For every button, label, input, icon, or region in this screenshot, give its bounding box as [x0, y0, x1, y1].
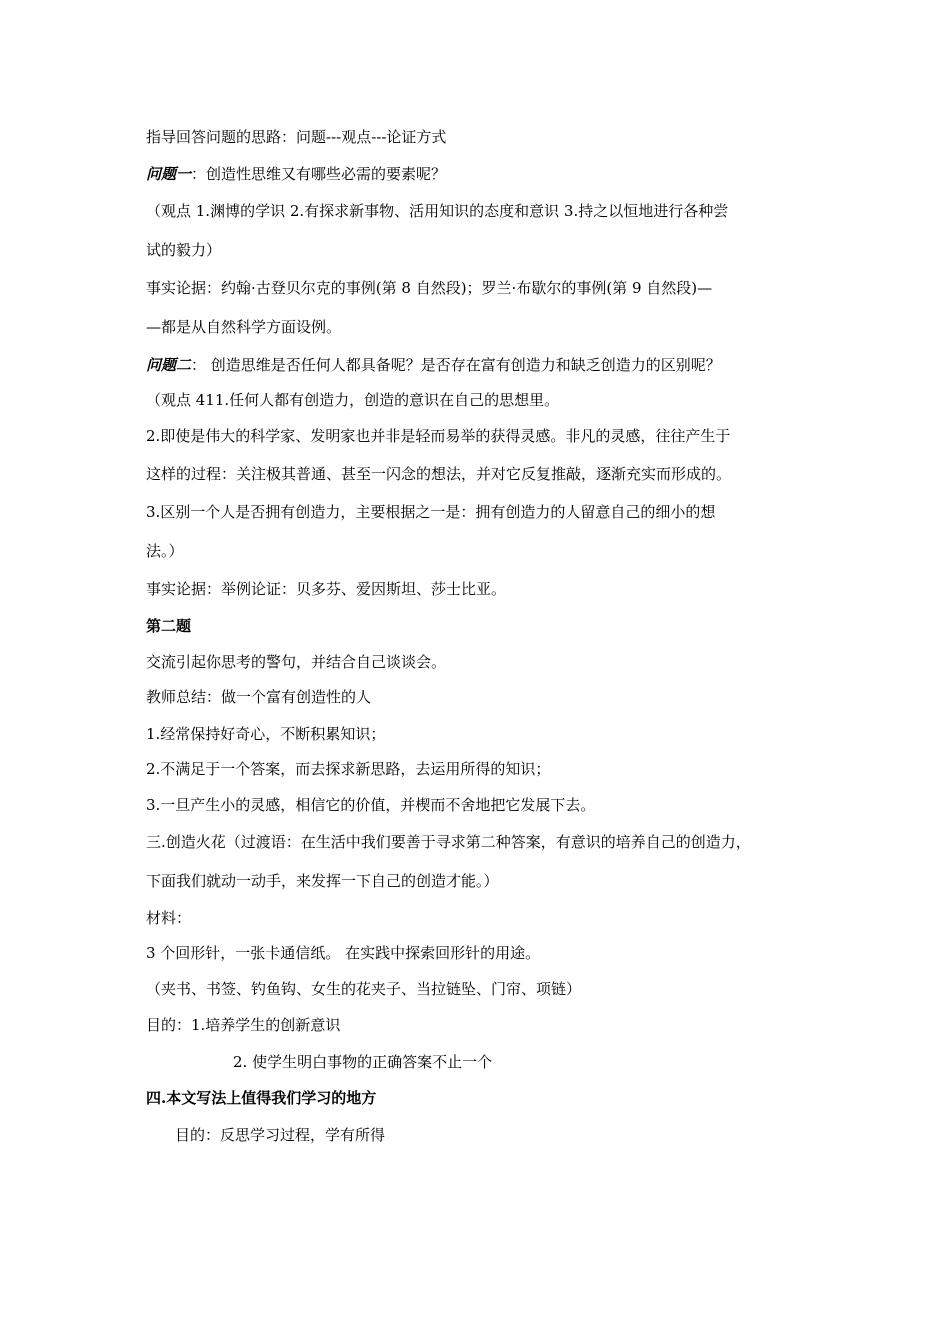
question-one [146, 164, 446, 184]
evidence-two: 事实论据：举例论证：贝多芬、爱因斯坦、莎士比亚。 [146, 580, 507, 598]
section-three-cont: 下面我们就动一动手，来发挥一下自己的创造才能。） [146, 872, 499, 890]
teacher-summary: 教师总结：做一个富有创造性的人 [146, 688, 372, 706]
point-three-cont: 法。） [146, 542, 184, 560]
guide-line: 指导回答问题的思路：问题---观点---论证方式 [146, 128, 447, 146]
point-two: 2.即使是伟大的科学家、发明家也并非是轻而易举的获得灵感。非凡的灵感，往往产生于 [146, 427, 731, 445]
evidence-one-cont: —都是从自然科学方面设例。 [146, 318, 342, 336]
viewpoint-one-cont: 试的毅力） [146, 241, 222, 259]
summary-item-1: 1.经常保持好奇心，不断积累知识； [146, 725, 386, 743]
uses-list: （夹书、书签、钓鱼钩、女生的花夹子、当拉链坠、门帘、项链） [146, 980, 582, 998]
purpose-1: 目的：1.培养学生的创新意识 [146, 1016, 341, 1034]
question-two-label: 问题二 [146, 356, 192, 374]
summary-item-2: 2.不满足于一个答案，而去探求新思路，去运用所得的知识； [146, 760, 551, 778]
point-two-cont: 这样的过程：关注极其普通、甚至一闪念的想法，并对它反复推敲，逐渐充实而形成的。 [146, 465, 732, 483]
question-one-text: ：创造性思维又有哪些必需的要素呢？ [191, 165, 447, 183]
section-three: 三.创造火花（过渡语：在生活中我们要善于寻求第二种答案，有意识的培养自己的创造力， [146, 833, 751, 851]
question-one-label: 问题一 [146, 165, 192, 183]
viewpoint-one: （观点 1.渊博的学识 2.有探求新事物、活用知识的态度和意识 3.持之以恒地进行各种尝 [146, 202, 729, 220]
question-two [146, 355, 721, 375]
summary-item-3: 3.一旦产生小的灵感，相信它的价值，并楔而不舍地把它发展下去。 [146, 796, 596, 814]
purpose-2: 2. 使学生明白事物的正确答案不止一个 [233, 1053, 493, 1071]
section-heading-second: 第二题 [146, 617, 192, 635]
viewpoint-two: （观点 411.任何人都有创造力，创造的意识在自己的思想里。 [146, 391, 560, 409]
exchange-line: 交流引起你思考的警句，并结合自己谈谈会。 [146, 653, 447, 671]
section-four-purpose: 目的：反思学习过程，学有所得 [175, 1126, 386, 1144]
materials-text: 3 个回形针，一张卡通信纸。 在实践中探索回形针的用途。 [146, 944, 541, 962]
question-two-text: ： 创造思维是否任何人都具备呢？是否存在富有创造力和缺乏创造力的区别呢？ [191, 356, 721, 374]
point-three: 3.区别一个人是否拥有创造力，主要根据之一是：拥有创造力的人留意自己的细小的想 [146, 503, 716, 521]
section-four-heading: 四.本文写法上值得我们学习的地方 [146, 1089, 377, 1107]
materials-label: 材料： [146, 909, 192, 927]
evidence-one: 事实论据：约翰·古登贝尔克的事例(第 8 自然段)；罗兰·布歇尔的事例(第 9 自然段)— [146, 279, 713, 297]
